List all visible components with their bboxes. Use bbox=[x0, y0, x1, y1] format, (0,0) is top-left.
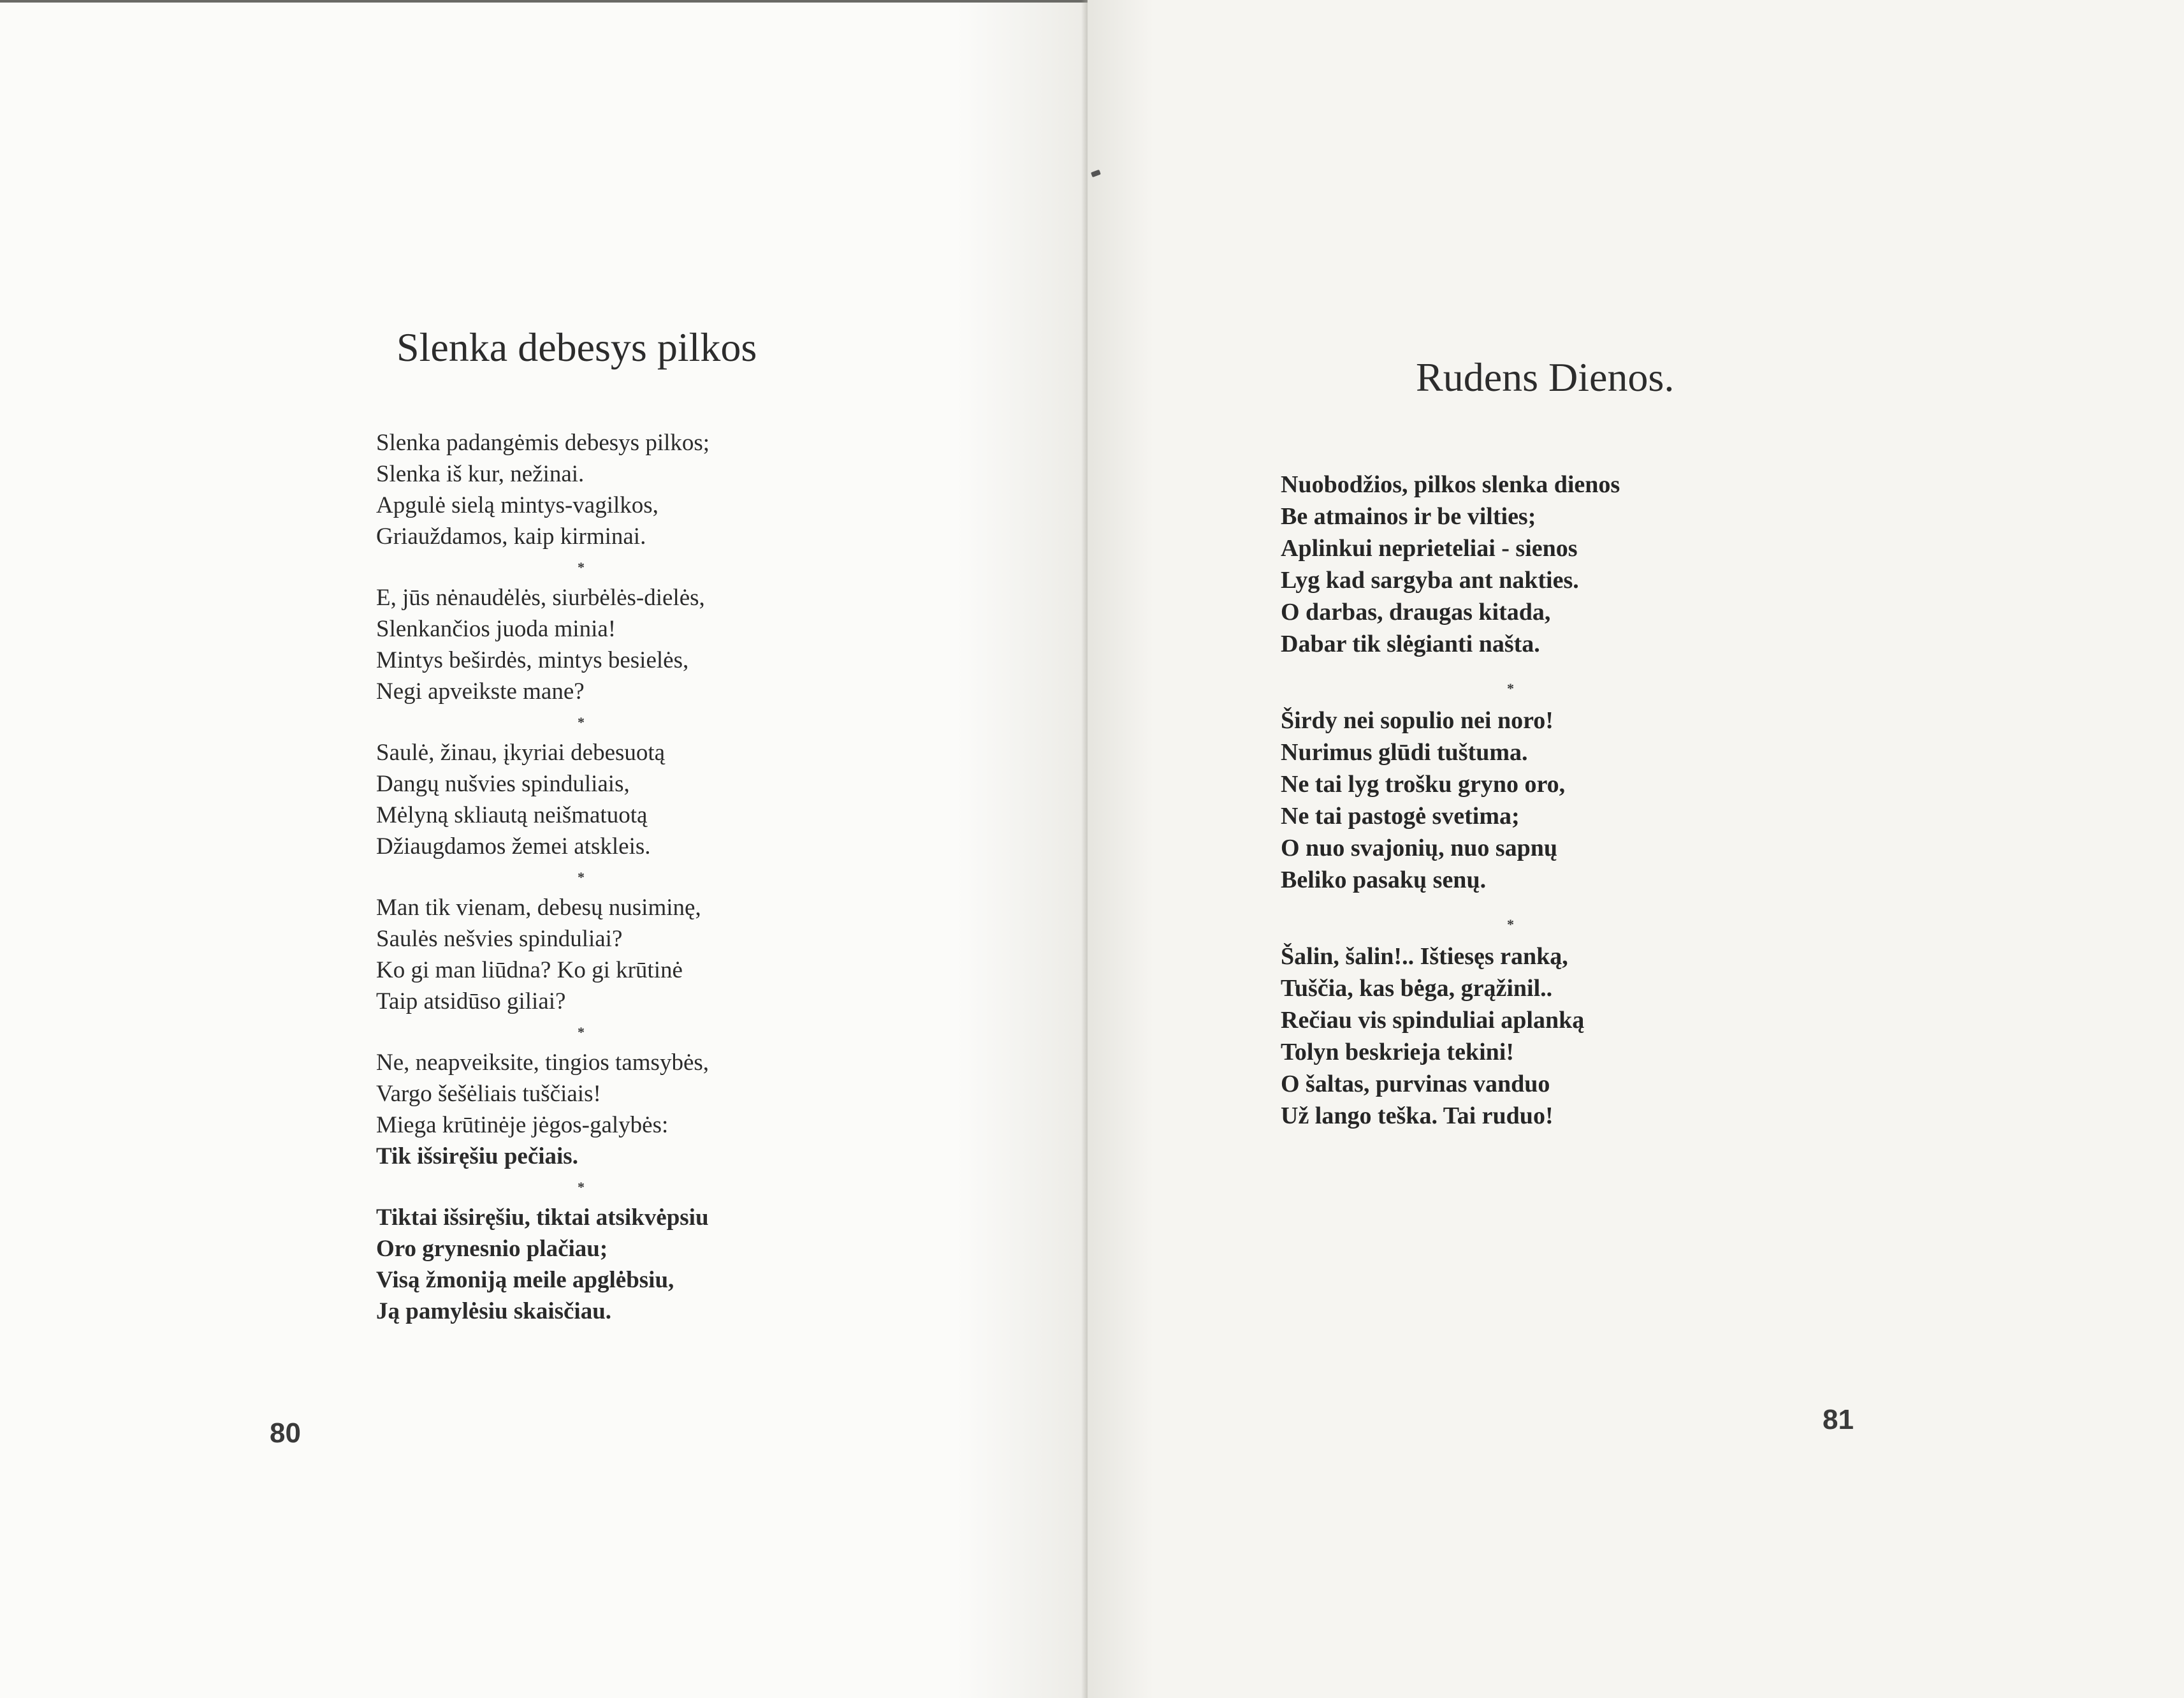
poem-line: Šalin, šalin!.. Ištiesęs ranką, bbox=[1281, 943, 1568, 970]
paper-speck bbox=[1091, 170, 1101, 177]
poem-line: E, jūs nėnaudėlės, siurbėlės-dielės, bbox=[376, 585, 705, 611]
stanza bbox=[1281, 469, 1620, 660]
stanza bbox=[376, 1202, 710, 1327]
poem-line: Mintys beširdės, mintys besielės, bbox=[376, 647, 689, 673]
poem-line: Slenkančios juoda minia! bbox=[376, 616, 616, 642]
poem-line: Taip atsidūso giliai? bbox=[376, 988, 566, 1014]
poem-line: Džiaugdamos žemei atskleis. bbox=[376, 833, 651, 860]
stanza-separator: * bbox=[578, 1024, 585, 1040]
poem-line: Miega krūtinėje jėgos-galybės: bbox=[376, 1112, 669, 1138]
stanza bbox=[1281, 705, 1620, 896]
poem-line: Saulės nešvies spinduliai? bbox=[376, 926, 623, 952]
poem-line: Tuščia, kas bėga, grąžinil.. bbox=[1281, 975, 1553, 1002]
stanza-separator: * bbox=[578, 714, 585, 730]
poem-line: Ko gi man liūdna? Ko gi krūtinė bbox=[376, 957, 683, 983]
poem-line: Beliko pasakų senų. bbox=[1281, 867, 1487, 893]
stanza-separator: * bbox=[1507, 680, 1514, 696]
right-page bbox=[1088, 0, 2184, 1698]
left-poem bbox=[376, 427, 710, 1327]
poem-line: Tik išsiręšiu pečiais. bbox=[376, 1143, 578, 1169]
stanza-separator: * bbox=[578, 559, 585, 575]
poem-line: Ne tai lyg trošku gryno oro, bbox=[1281, 771, 1566, 798]
poem-line: Saulė, žinau, įkyriai debesuotą bbox=[376, 740, 666, 766]
poem-line: Dabar tik slėgianti našta. bbox=[1281, 631, 1540, 657]
poem-line: Nurimus glūdi tuštuma. bbox=[1281, 739, 1528, 766]
page-number: 81 bbox=[1823, 1404, 1854, 1435]
poem-line: Širdy nei sopulio nei noro! bbox=[1281, 707, 1554, 734]
poem-line: Ne tai pastogė svetima; bbox=[1281, 803, 1520, 830]
poem-line: O darbas, draugas kitada, bbox=[1281, 599, 1551, 626]
poem-line: Tiktai išsiręšiu, tiktai atsikvėpsiu bbox=[376, 1204, 709, 1231]
poem-line: O nuo svajonių, nuo sapnų bbox=[1281, 835, 1558, 861]
stanza bbox=[376, 582, 710, 707]
right-poem-title: Rudens Dienos. bbox=[1416, 355, 1675, 400]
stanza bbox=[376, 892, 710, 1017]
poem-line: Vargo šešėliais tuščiais! bbox=[376, 1081, 601, 1107]
right-poem bbox=[1281, 469, 1620, 1132]
show-through-text bbox=[344, 249, 827, 282]
poem-line: Nuobodžios, pilkos slenka dienos bbox=[1281, 471, 1620, 498]
page-top-edge bbox=[0, 0, 1088, 3]
poem-line: Lyg kad sargyba ant nakties. bbox=[1281, 567, 1579, 594]
poem-line: Už lango teška. Tai ruduo! bbox=[1281, 1102, 1554, 1129]
stanza bbox=[376, 737, 710, 862]
poem-line: Griauždamos, kaip kirminai. bbox=[376, 523, 646, 550]
poem-line: Apgulė sielą mintys-vagilkos, bbox=[376, 492, 659, 518]
poem-line: Tolyn beskrieja tekini! bbox=[1281, 1039, 1514, 1065]
poem-line: Man tik vienam, debesų nusiminę, bbox=[376, 895, 701, 921]
poem-line: Negi apveikste mane? bbox=[376, 678, 585, 705]
poem-line: Visą žmoniją meile apglėbsiu, bbox=[376, 1267, 674, 1293]
poem-line: Slenka padangėmis debesys pilkos; bbox=[376, 430, 710, 456]
stanza-separator: * bbox=[1507, 916, 1514, 932]
page-number: 80 bbox=[270, 1417, 301, 1449]
stanza-separator: * bbox=[578, 869, 585, 885]
left-page bbox=[0, 0, 1088, 1698]
stanza bbox=[1281, 940, 1620, 1132]
stanza bbox=[376, 427, 710, 552]
poem-line: Rečiau vis spinduliai aplanką bbox=[1281, 1007, 1585, 1034]
poem-line: Oro grynesnio plačiau; bbox=[376, 1236, 608, 1262]
poem-line: Mėlyną skliautą neišmatuotą bbox=[376, 802, 648, 828]
left-poem-title: Slenka debesys pilkos bbox=[397, 325, 757, 370]
poem-line: Slenka iš kur, nežinai. bbox=[376, 461, 585, 487]
poem-line: Ne, neapveiksite, tingios tamsybės, bbox=[376, 1050, 710, 1076]
stanza bbox=[376, 1047, 710, 1172]
stanza-separator: * bbox=[578, 1179, 585, 1195]
poem-line: O šaltas, purvinas vanduo bbox=[1281, 1071, 1550, 1097]
poem-line: Dangų nušvies spinduliais, bbox=[376, 771, 630, 797]
poem-line: Aplinkui neprieteliai - sienos bbox=[1281, 535, 1578, 562]
poem-line: Ją pamylėsiu skaisčiau. bbox=[376, 1298, 612, 1324]
poem-line: Be atmainos ir be vilties; bbox=[1281, 503, 1536, 530]
